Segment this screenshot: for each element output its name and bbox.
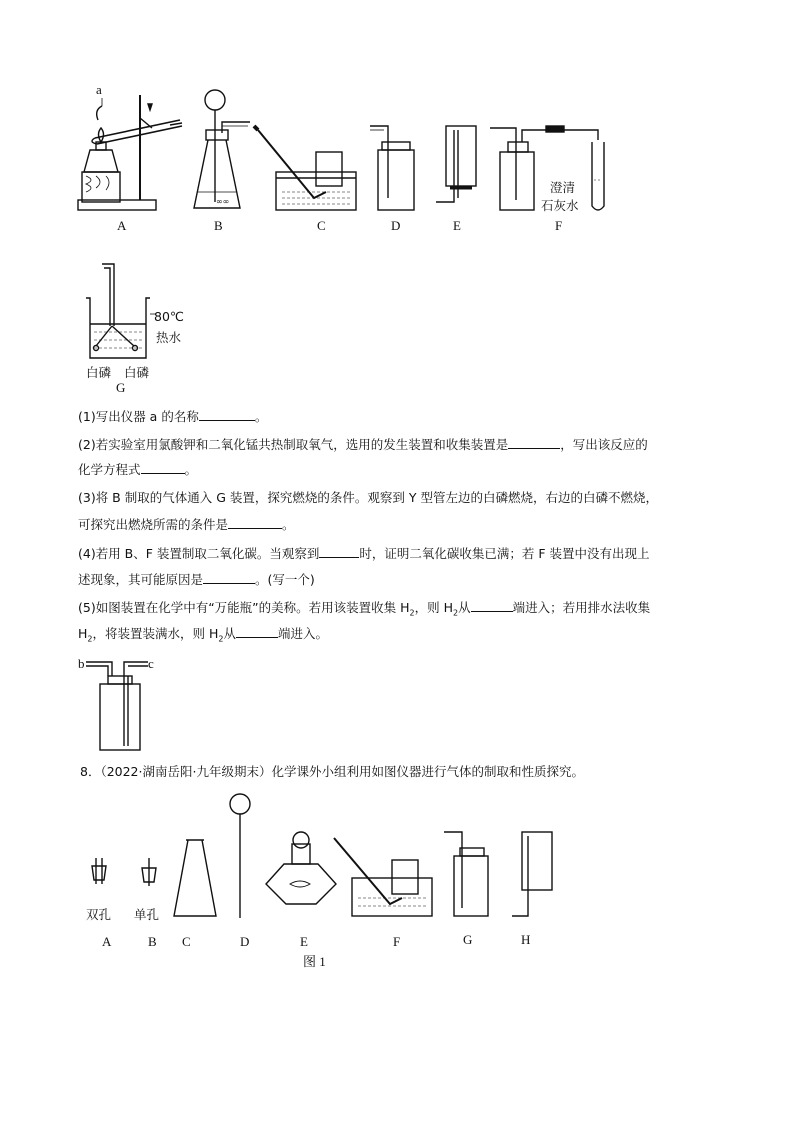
fig-g-label: G (116, 380, 126, 395)
fig1-label-b: B (214, 218, 223, 233)
alcohol-lamp-setup (266, 832, 336, 904)
answer-blank-2a[interactable] (508, 436, 560, 449)
limewater-label-1: 澄清 (550, 180, 576, 195)
double-hole-stopper (92, 858, 106, 884)
label-a: a (96, 82, 102, 97)
long-neck-funnel (230, 794, 250, 918)
hot-water-label: 热水 (156, 330, 182, 345)
answer-blank-4b[interactable] (203, 571, 255, 584)
right-phosphorus-label: 白磷 (124, 365, 150, 380)
fig1-label-a: A (117, 218, 127, 233)
apparatus-figure-top (70, 80, 630, 240)
bottle-port-b: b (78, 656, 85, 671)
fig1-label-c: C (317, 218, 326, 233)
question-3-line2: 可探究出燃烧所需的条件是 。 (78, 517, 295, 532)
fig2-label-g: G (463, 932, 473, 947)
apparatus-c-water-trough (254, 126, 356, 210)
water-trough-f (334, 838, 432, 916)
fig1-label-f: F (555, 218, 563, 233)
universal-bottle (78, 652, 168, 754)
answer-blank-1[interactable] (199, 408, 255, 421)
left-phosphorus-label: 白磷 (86, 365, 112, 380)
fig2-label-f: F (393, 934, 401, 949)
question-2-line1: (2)若实验室用氯酸钾和二氧化锰共热制取氧气，选用的发生装置和收集装置是 ，写出该反应的 (78, 437, 648, 452)
apparatus-e-inverted-bottle (436, 126, 476, 202)
answer-blank-4a[interactable] (319, 545, 359, 558)
fig2-label-b: B (148, 934, 157, 949)
fig2-caption: 图 1 (303, 954, 326, 969)
fig1-label-e: E (453, 218, 461, 233)
fig2-label-d: D (240, 934, 250, 949)
inverted-bottle-h (512, 832, 552, 916)
single-hole-label: 单孔 (134, 907, 160, 922)
apparatus-b-flask-funnel (194, 90, 250, 208)
problem-8-text: 8．（2022·湖南岳阳·九年级期末）化学课外小组利用如图仪器进行气体的制取和性质探究。 (80, 764, 584, 779)
apparatus-a-heating-setup (78, 95, 182, 210)
svg-text:∞∞: ∞∞ (216, 197, 230, 206)
question-1: (1)写出仪器 a 的名称 。 (78, 409, 268, 424)
double-hole-label: 双孔 (86, 907, 112, 922)
fig2-label-c: C (182, 934, 191, 949)
single-hole-stopper (142, 858, 156, 886)
temperature-label: 80℃ (154, 309, 184, 324)
apparatus-d-collecting-bottle (370, 126, 414, 210)
answer-blank-2b[interactable] (141, 461, 185, 474)
question-3-line1: (3)将 B 制取的气体通入 G 装置，探究燃烧的条件。观察到 Y 型管左边的白磷燃烧，右边的白磷不燃烧， (78, 490, 658, 505)
question-5-line1: (5)如图装置在化学中有“万能瓶”的美称。若用该装置收集 $H_2$，则 $H_2$从 端进入；若用排水法收集 (78, 600, 651, 618)
bottle-port-c: c (148, 656, 154, 671)
collecting-bottle-g (444, 832, 488, 916)
fig1-label-d: D (391, 218, 401, 233)
fig2-label-e: E (300, 934, 308, 949)
question-4-line2: 述现象，其可能原因是 。(写一个) (78, 572, 315, 587)
apparatus-g-beaker (84, 262, 164, 362)
question-5-line2: $H_2$，将装置装满水，则 $H_2$从 端进入。 (78, 626, 328, 644)
conical-flask (174, 840, 216, 916)
answer-blank-5b[interactable] (236, 625, 278, 638)
fig2-label-h: H (521, 932, 531, 947)
question-2-line2: 化学方程式 。 (78, 462, 198, 477)
fig2-label-a: A (102, 934, 112, 949)
limewater-label-2: 石灰水 (541, 198, 579, 213)
answer-blank-5a[interactable] (471, 599, 513, 612)
question-4-line1: (4)若用 B、F 装置制取二氧化碳。当观察到 时，证明二氧化碳收集已满；若 F 装置中没有出现上 (78, 546, 650, 561)
answer-blank-3[interactable] (228, 516, 282, 529)
